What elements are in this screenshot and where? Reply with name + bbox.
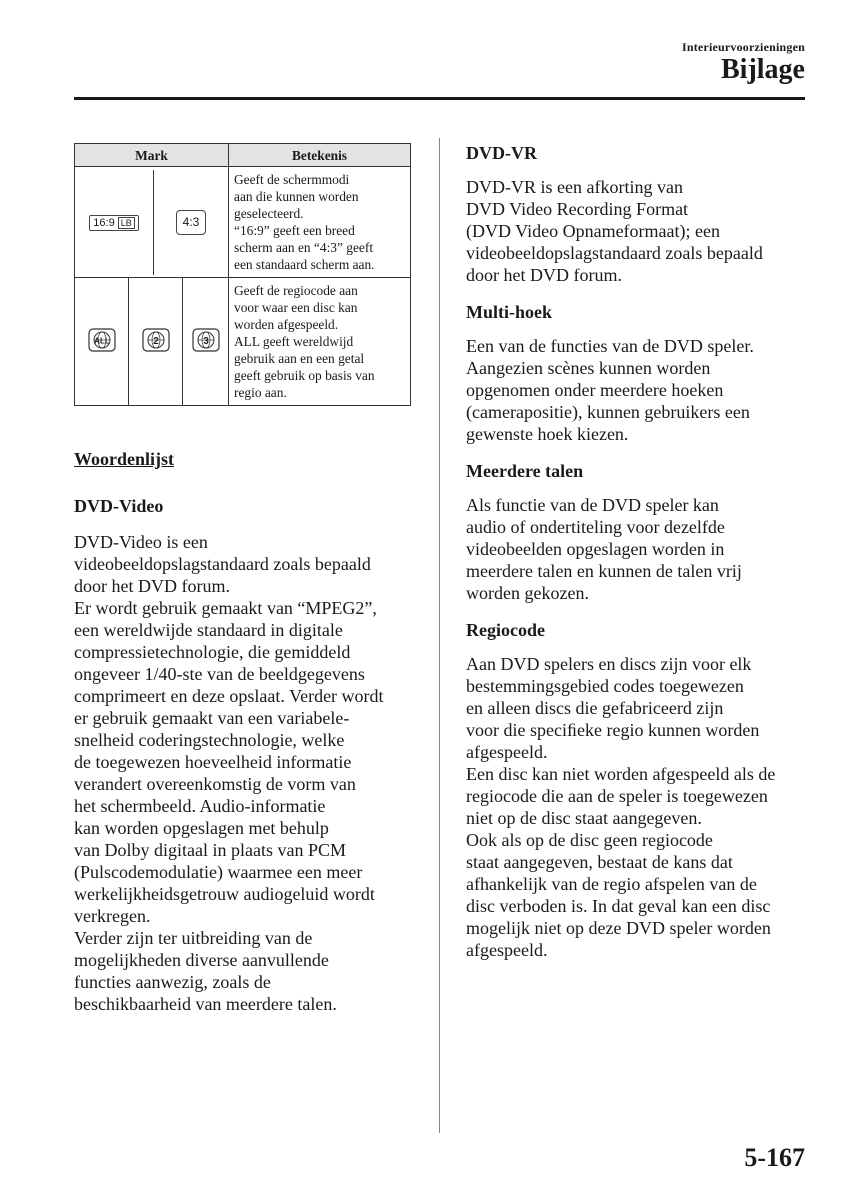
dvd-video-body	[74, 531, 414, 1015]
meaning-line: geselecteerd.	[234, 206, 304, 221]
body-line: beschikbaarheid van meerdere talen.	[74, 994, 337, 1014]
body-line: DVD-Video is een	[74, 532, 208, 552]
body-line: er gebruik gemaakt van een variabele-	[74, 708, 350, 728]
regiocode-heading: Regiocode	[466, 620, 545, 640]
meaning-line: gebruik aan en een getal	[234, 351, 365, 366]
body-line: (DVD Video Opnameformaat); een	[466, 221, 720, 241]
body-line: bestemmingsgebied codes toegewezen	[466, 676, 744, 696]
mark-cell	[75, 278, 229, 406]
body-line: mogelijkheden diverse aanvullende	[74, 950, 329, 970]
body-line: opgenomen onder meerdere hoeken	[466, 380, 724, 400]
badge-4-3: 4:3	[176, 210, 207, 235]
body-line: staat aangegeven, bestaat de kans dat	[466, 852, 733, 872]
body-line: regiocode die aan de speler is toegewezen	[466, 786, 768, 806]
meaning-cell	[229, 278, 411, 406]
body-line: afgespeeld.	[466, 742, 548, 762]
body-line: en alleen discs die gefabriceerd zijn	[466, 698, 724, 718]
body-line: door het DVD forum.	[74, 576, 230, 596]
section-title: Interieurvoorzieningen	[681, 40, 805, 54]
body-line: (Pulscodemodulatie) waarmee een meer	[74, 862, 363, 882]
body-line: disc verboden is. In dat geval kan een disc	[466, 896, 771, 916]
meaning-cell	[229, 167, 411, 278]
badge-16-9: 16:9	[93, 217, 115, 229]
body-line: comprimeert en deze opslaat. Verder wordt	[74, 686, 384, 706]
meerdere-talen-heading: Meerdere talen	[466, 461, 584, 481]
body-line: afhankelijk van de regio afspelen van de	[466, 874, 757, 894]
aspect-4-3-icon	[154, 170, 229, 275]
meaning-line: Geeft de schermmodi	[234, 172, 350, 187]
column-divider	[439, 138, 440, 1133]
body-line: Als functie van de DVD speler kan	[466, 495, 719, 515]
body-line: gewenste hoek kiezen.	[466, 424, 629, 444]
col-meaning-header: Betekenis	[229, 144, 411, 167]
mark-cell	[75, 167, 229, 278]
body-line: Een disc kan niet worden afgespeeld als de	[466, 764, 776, 784]
body-line: videobeeldopslagstandaard zoals bepaald	[74, 554, 371, 574]
body-line: Verder zijn ter uitbreiding van de	[74, 928, 313, 948]
body-line: door het DVD forum.	[466, 265, 622, 285]
meaning-line: aan die kunnen worden	[234, 189, 359, 204]
body-line: worden gekozen.	[466, 583, 589, 603]
meaning-line: ALL geeft wereldwijd	[234, 334, 354, 349]
regiocode-body	[466, 653, 806, 961]
multi-hoek-heading: Multi-hoek	[466, 302, 553, 322]
body-line: Een van de functies van de DVD speler.	[466, 336, 754, 356]
body-line: de toegewezen hoeveelheid informatie	[74, 752, 352, 772]
meaning-line: geeft gebruik op basis van	[234, 368, 375, 383]
dvd-video-heading: DVD-Video	[74, 496, 164, 516]
multi-hoek-body	[466, 335, 806, 445]
dvd-vr-body	[466, 176, 806, 286]
body-line: meerdere talen en kunnen de talen vrij	[466, 561, 742, 581]
body-line: compressietechnologie, die gemiddeld	[74, 642, 351, 662]
body-line: Aangezien scènes kunnen worden	[466, 358, 711, 378]
meaning-line: regio aan.	[234, 385, 287, 400]
meaning-line: scherm aan en “4:3” geeft	[234, 240, 374, 255]
page-number: 5-167	[744, 1143, 805, 1172]
mark-meaning-table	[74, 143, 411, 406]
body-line: afgespeeld.	[466, 940, 548, 960]
body-line: functies aanwezig, zoals de	[74, 972, 271, 992]
body-line: Aan DVD spelers en discs zijn voor elk	[466, 654, 752, 674]
body-line: van Dolby digitaal in plaats van PCM	[74, 840, 346, 860]
region-3-label: 3	[202, 335, 209, 347]
body-line: Er wordt gebruik gemaakt van “MPEG2”,	[74, 598, 377, 618]
body-line: snelheid coderingstechnologie, welke	[74, 730, 345, 750]
body-line: videobeeldopslagstandaard zoals bepaald	[466, 243, 763, 263]
body-line: videobeelden opgeslagen worden in	[466, 539, 725, 559]
body-line: voor die speciﬁeke regio kunnen worden	[466, 720, 760, 740]
left-column	[74, 143, 414, 1015]
body-line: het schermbeeld. Audio-informatie	[74, 796, 326, 816]
region-all-icon	[75, 278, 129, 405]
meerdere-talen-body	[466, 494, 806, 604]
table-row	[75, 167, 411, 278]
dvd-vr-heading: DVD-VR	[466, 143, 537, 163]
aspect-16-9-lb-icon	[75, 170, 154, 275]
region-3-icon	[183, 278, 229, 405]
body-line: audio of ondertiteling voor dezelfde	[466, 517, 725, 537]
region-2-icon	[129, 278, 183, 405]
body-line: werkelijkheidsgetrouw audiogeluid wordt	[74, 884, 375, 904]
body-line: verkregen.	[74, 906, 151, 926]
col-mark-header: Mark	[75, 144, 229, 167]
chapter-title: Bijlage	[721, 54, 805, 85]
glossary-heading: Woordenlijst	[74, 449, 175, 469]
body-line: verandert overeenkomstig de vorm van	[74, 774, 356, 794]
body-line: een wereldwijde standaard in digitale	[74, 620, 343, 640]
meaning-line: worden afgespeeld.	[234, 317, 339, 332]
badge-lb: LB	[118, 217, 135, 229]
region-all-label: ALL	[93, 336, 110, 345]
meaning-line: een standaard scherm aan.	[234, 257, 375, 272]
body-line: ongeveer 1/40-ste van de beeldgegevens	[74, 664, 365, 684]
meaning-line: voor waar een disc kan	[234, 300, 358, 315]
body-line: (camerapositie), kunnen gebruikers een	[466, 402, 750, 422]
body-line: kan worden opgeslagen met behulp	[74, 818, 329, 838]
meaning-line: Geeft de regiocode aan	[234, 283, 358, 298]
body-line: mogelijk niet op deze DVD speler worden	[466, 918, 771, 938]
region-2-label: 2	[152, 335, 159, 347]
body-line: Ook als op de disc geen regiocode	[466, 830, 713, 850]
meaning-line: “16:9” geeft een breed	[234, 223, 355, 238]
header-rule	[74, 97, 805, 100]
right-column	[466, 143, 806, 961]
body-line: DVD-VR is een afkorting van	[466, 177, 683, 197]
body-line: DVD Video Recording Format	[466, 199, 689, 219]
table-row	[75, 278, 411, 406]
body-line: niet op de disc staat aangegeven.	[466, 808, 702, 828]
